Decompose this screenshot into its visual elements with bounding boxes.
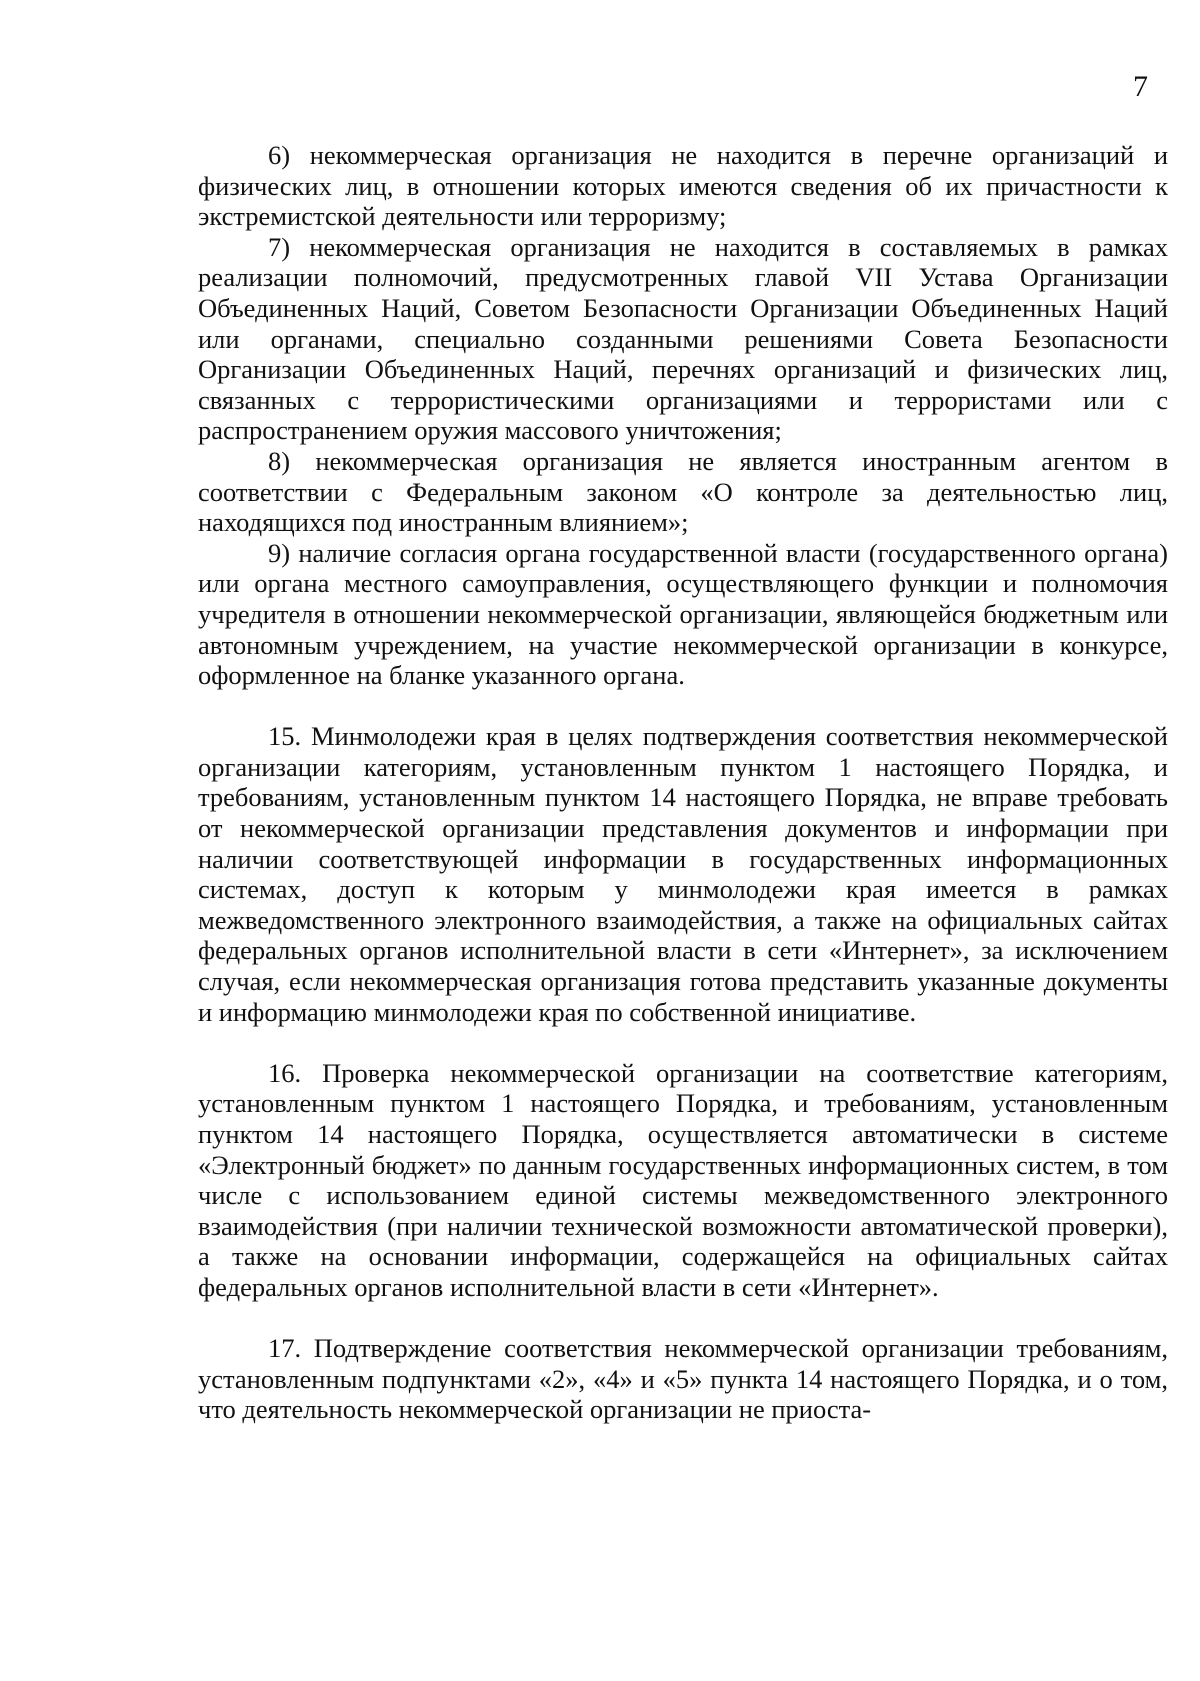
clause-16: 16. Проверка некоммерческой организации на соответствие категориям, установленным пунктом 1 настоящего Порядка, и требованиям, установленным пунктом 14 настоящего Порядка, осуществляется автоматически в системе «Электронный бюджет» по данным государственных информационных систем, в том числе с использованием единой системы межведомственного электронного взаимодействия (при наличии технической возможности автоматической проверки), а также на основании информации, содержащейся на официальных сайтах федеральных органов исполнительной власти в сети «Интернет».: [198, 1057, 1168, 1302]
page-number: 7: [1133, 70, 1148, 103]
clause-17: 17. Подтверждение соответствия некоммерческой организации требованиям, установленным подпунктами «2», «4» и «5» пункта 14 настоящего Порядка, и о том, что деятельность некоммерческой организации не приоста-: [198, 1333, 1168, 1425]
clause-15: 15. Минмолодежи края в целях подтверждения соответствия некоммерческой организации категориям, установленным пунктом 1 настоящего Порядка, и требованиям, установленным пунктом 14 настоящего Порядка, не вправе требовать от некоммерческой организации представления документов и информации при наличии соответствующей информации в государственных информационных системах, доступ к которым у минмолодежи края имеется в рамках межведомственного электронного взаимодействия, а также на официальных сайтах федеральных органов исполнительной власти в сети «Интернет», за исключением случая, если некоммерческая организация готова представить указанные документы и информацию минмолодежи края по собственной инициативе.: [198, 721, 1168, 1027]
subitem-6: 6) некоммерческая организация не находится в перечне организаций и физических лиц, в отношении которых имеются сведения об их причастности к экстремистской деятельности или терроризму;: [198, 140, 1168, 232]
subitem-8: 8) некоммерческая организация не является иностранным агентом в соответствии с Федеральным законом «О контроле за деятельностью лиц, находящихся под иностранным влиянием»;: [198, 445, 1168, 538]
document-body: [198, 140, 1168, 1425]
subitem-7: 7) некоммерческая организация не находится в составляемых в рамках реализации полномочий, предусмотренных главой VII Устава Организации Объединенных Наций, Советом Безопасности Организации Объединенных Наций или органами, специально созданными решениями Совета Безопасности Организации Объединенных Наций, перечнях организаций и физических лиц, связанных с террористическими организациями и террористами или с распространением оружия массового уничтожения;: [198, 231, 1168, 446]
subitem-9: 9) наличие согласия органа государственной власти (государственного органа) или органа местного самоуправления, осуществляющего функции и полномочия учредителя в отношении некоммерческой организации, являющейся бюджетным или автономным учреждением, на участие некоммерческой организации в конкурсе, оформленное на бланке указанного органа.: [198, 537, 1168, 691]
